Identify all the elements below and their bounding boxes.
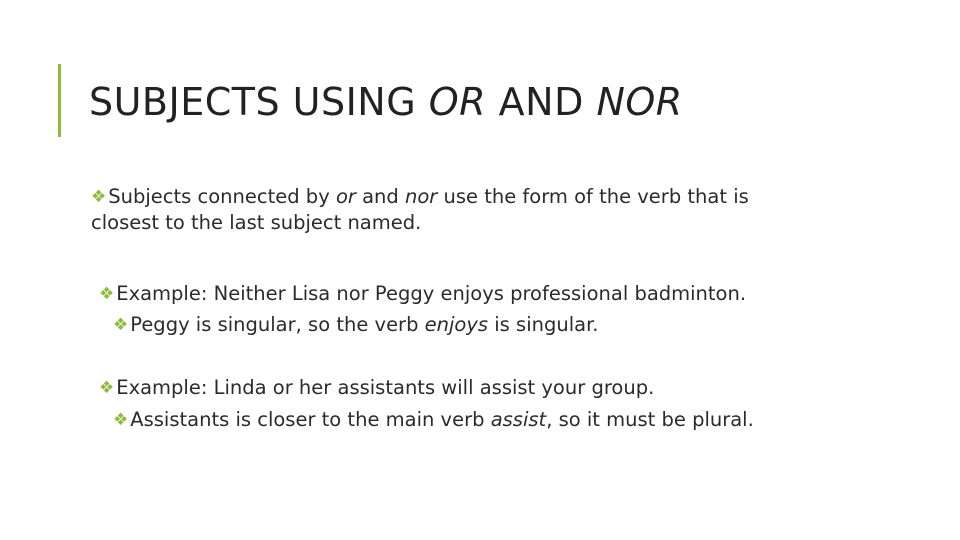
bullet-point-explanation-2: ❖ Assistants is closer to the main verb assist, so it must be plural.	[113, 408, 754, 431]
title-middle: AND	[486, 80, 597, 124]
bullet-point-example-2: ❖ Example: Linda or her assistants will assist your group.	[99, 376, 655, 399]
bullet-point-rule: ❖ Subjects connected by or and nor use the form of the verb that is	[91, 185, 749, 208]
diamond-bullet-icon: ❖	[91, 187, 107, 207]
title-word-or: OR	[428, 80, 487, 124]
diamond-bullet-icon: ❖	[113, 315, 129, 335]
diamond-bullet-icon: ❖	[99, 378, 115, 398]
bullet-point-rule-continuation: closest to the last subject named.	[91, 211, 422, 234]
title-word-nor: NOR	[596, 80, 683, 124]
diamond-bullet-icon: ❖	[99, 284, 115, 304]
title-prefix: SUBJECTS USING	[89, 80, 429, 124]
bullet-point-example-1: ❖ Example: Neither Lisa nor Peggy enjoys professional badminton.	[99, 282, 747, 305]
bullet-point-explanation-1: ❖ Peggy is singular, so the verb enjoys is singular.	[113, 313, 599, 336]
diamond-bullet-icon: ❖	[113, 410, 129, 430]
